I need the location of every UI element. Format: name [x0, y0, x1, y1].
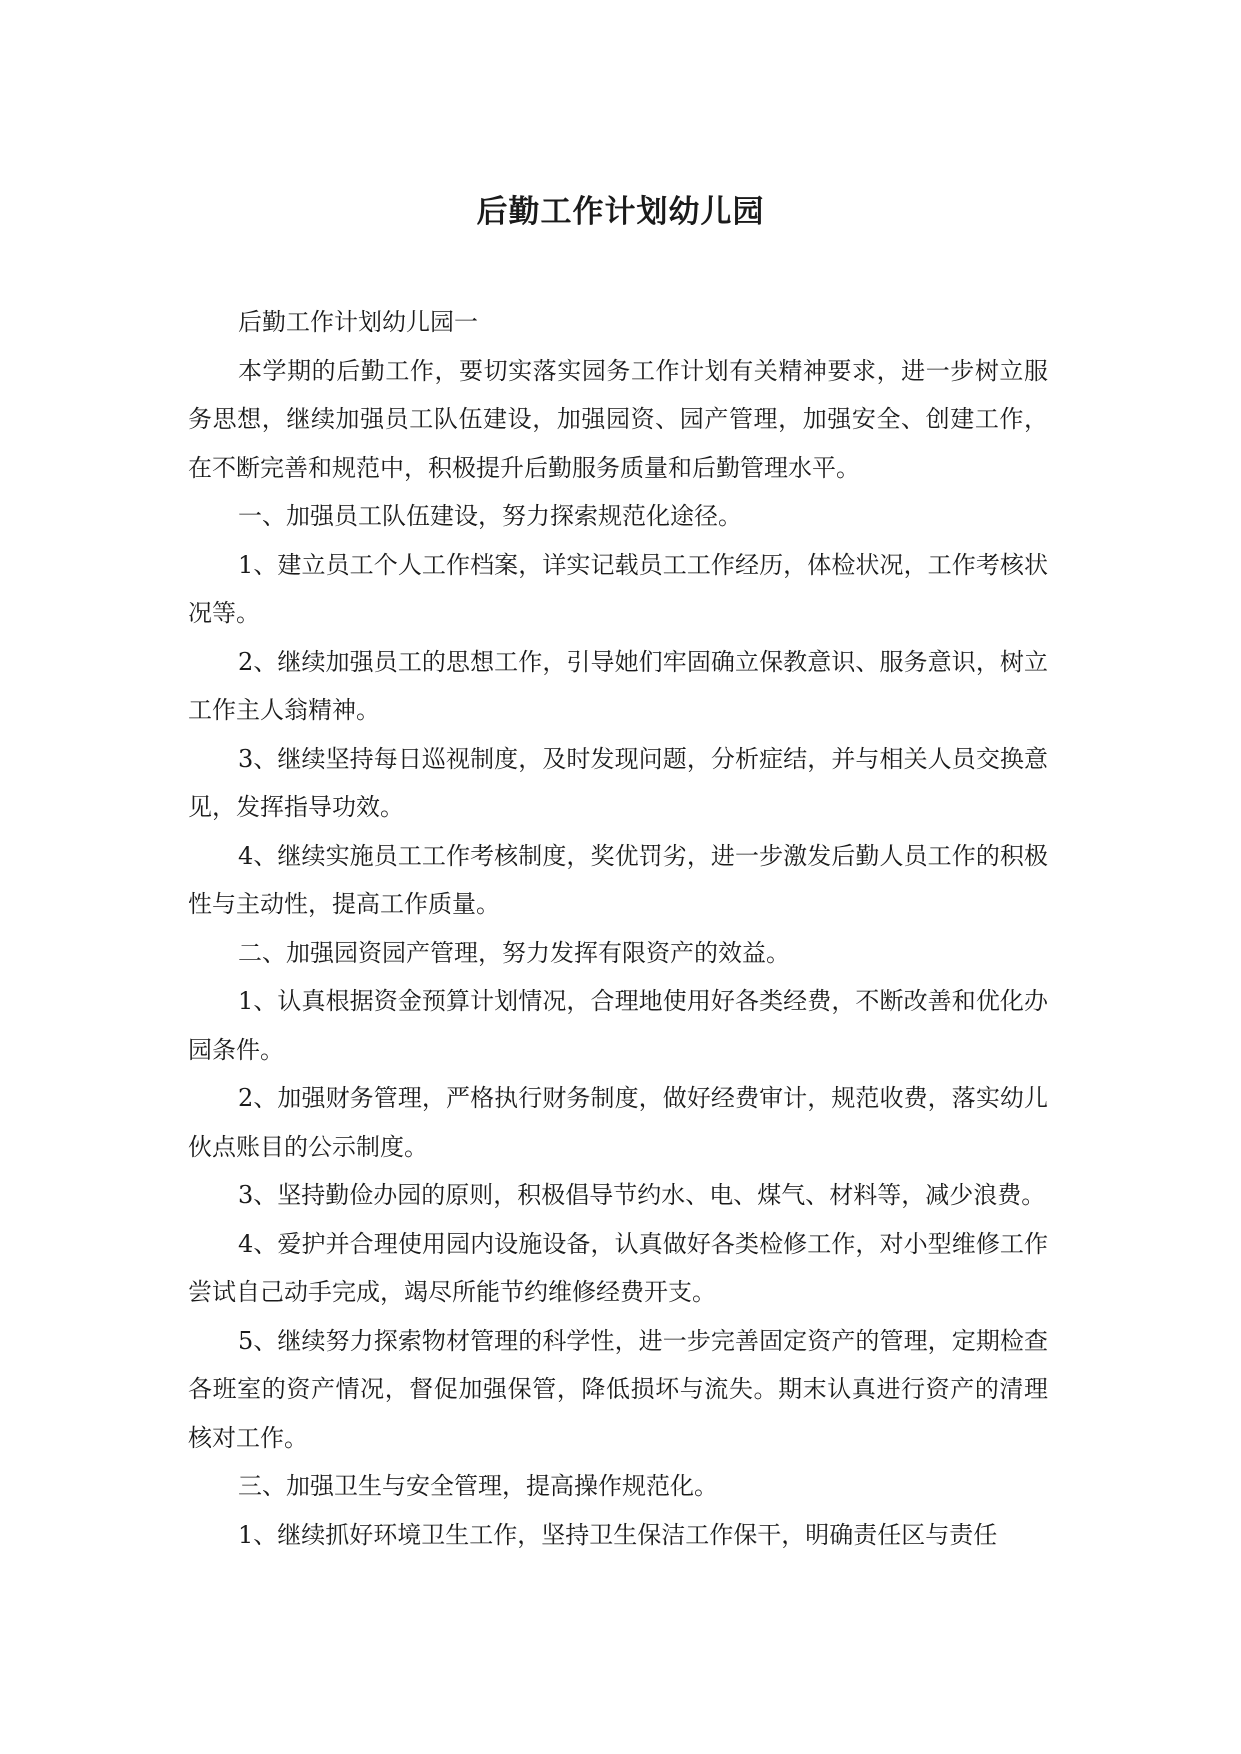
list-item: 1、继续抓好环境卫生工作，坚持卫生保洁工作保干，明确责任区与责任 [238, 1520, 998, 1549]
section-subtitle: 后勤工作计划幼儿园一 [238, 308, 478, 336]
document-body [188, 298, 1048, 1559]
list-item: 4、爱护并合理使用园内设施设备，认真做好各类检修工作，对小型维修工作尝试自己动手完成，竭尽所能节约维修经费开支。 [188, 1229, 1048, 1306]
list-item: 2、加强财务管理，严格执行财务制度，做好经费审计，规范收费，落实幼儿伙点账目的公示制度。 [188, 1084, 1048, 1161]
list-item: 5、继续努力探索物材管理的科学性，进一步完善固定资产的管理，定期检查各班室的资产情况，督促加强保管，降低损坏与流失。期末认真进行资产的清理核对工作。 [188, 1326, 1048, 1452]
section-heading-3: 三、加强卫生与安全管理，提高操作规范化。 [238, 1472, 718, 1500]
list-item: 4、继续实施员工工作考核制度，奖优罚劣，进一步激发后勤人员工作的积极性与主动性，提高工作质量。 [188, 841, 1048, 918]
list-item: 1、认真根据资金预算计划情况，合理地使用好各类经费，不断改善和优化办园条件。 [188, 987, 1048, 1064]
intro-paragraph: 本学期的后勤工作，要切实落实园务工作计划有关精神要求，进一步树立服务思想，继续加强员工队伍建设，加强园资、园产管理，加强安全、创建工作，在不断完善和规范中，积极提升后勤服务质量和后勤管理水平。 [188, 356, 1048, 482]
list-item: 3、坚持勤俭办园的原则，积极倡导节约水、电、煤气、材料等，减少浪费。 [238, 1181, 1046, 1209]
document-title: 后勤工作计划幼儿园 [476, 194, 765, 230]
section-heading-1: 一、加强员工队伍建设，努力探索规范化途径。 [238, 502, 742, 530]
list-item: 2、继续加强员工的思想工作，引导她们牢固确立保教意识、服务意识，树立工作主人翁精神。 [188, 647, 1048, 724]
list-item: 1、建立员工个人工作档案，详实记载员工工作经历，体检状况，工作考核状况等。 [188, 550, 1048, 627]
list-item: 3、继续坚持每日巡视制度，及时发现问题，分析症结，并与相关人员交换意见，发挥指导功效。 [188, 744, 1048, 821]
section-heading-2: 二、加强园资园产管理，努力发挥有限资产的效益。 [238, 938, 790, 967]
